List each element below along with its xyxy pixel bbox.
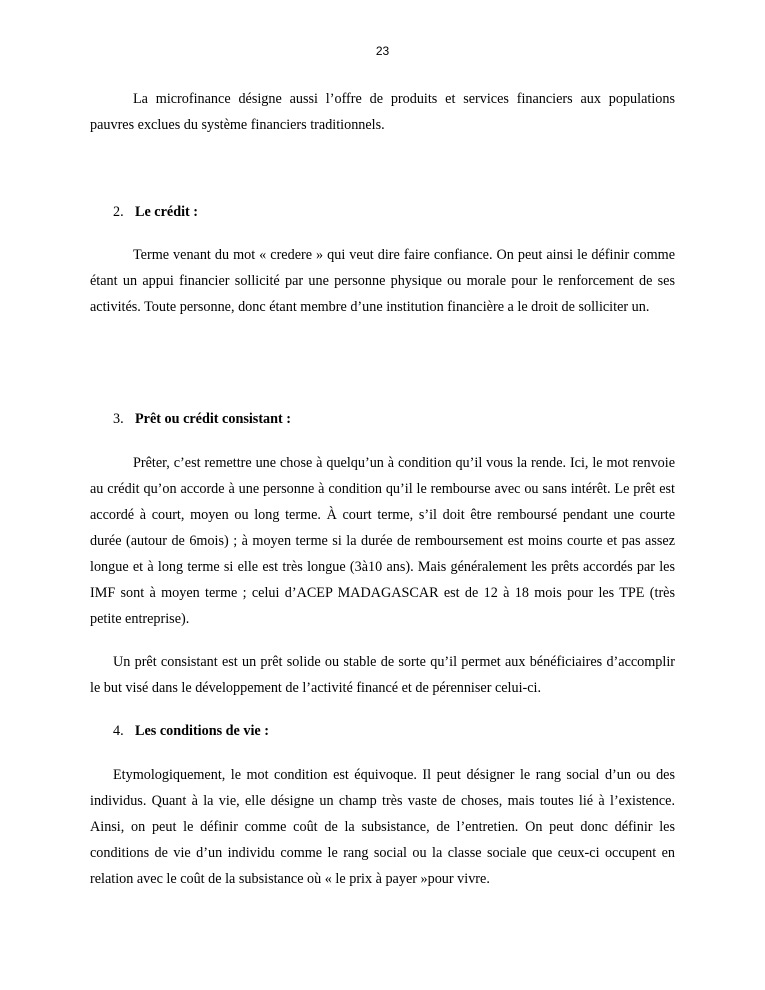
heading-pret-consistant [113,406,291,432]
heading-credit [113,199,198,225]
heading-number: 4. [113,723,124,739]
page-number: 23 [375,44,390,58]
paragraph-preter: Prêter, c’est remettre une chose à quelqu’un à condition qu’il vous la rende. Ici, le mot renvoie au crédit qu’on accorde à une personne à condition qu’il le rembourse avec ou sans intérêt. Le prêt est accordé à court, moyen ou long terme. À court terme, s’il doit être remboursé pendant une courte durée (autour de 6mois) ; à moyen terme si la durée de remboursement est moins courte et pas assez longue et à long terme si elle est très longue (3à10 ans). Mais généralement les prêts accordés par les IMF sont à moyen terme ; celui d’ACEP MADAGASCAR est de 12 à 18 mois pour les TPE (très petite entreprise). [90,455,675,627]
heading-title: Prêt ou crédit consistant : [135,411,292,427]
heading-number: 3. [113,411,124,427]
paragraph-credit: Terme venant du mot « credere » qui veut dire faire confiance. On peut ainsi le définir comme étant un appui financier sollicité par une personne physique ou morale pour le renforcement de ses activités. Toute personne, donc étant membre d’une institution financière a le droit de solliciter un. [90,247,675,315]
paragraph-microfinance: La microfinance désigne aussi l’offre de produits et services financiers aux populations pauvres exclues du système financiers traditionnels. [90,91,675,133]
heading-title: Le crédit : [135,204,199,220]
heading-title: Les conditions de vie : [135,723,269,739]
heading-number: 2. [113,204,124,220]
paragraph-pret-consistant: Un prêt consistant est un prêt solide ou stable de sorte qu’il permet aux bénéficiaires d’accomplir le but visé dans le développement de l’activité financé et de pérenniser celui-ci. [90,654,675,696]
paragraph-conditions-de-vie: Etymologiquement, le mot condition est équivoque. Il peut désigner le rang social d’un ou des individus. Quant à la vie, elle désigne un champ très vaste de choses, mais toutes lié à l’existence. Ainsi, on peut le définir comme coût de la subsistance, de l’entretien. On peut donc définir les conditions de vie d’un individu comme le rang social ou la classe sociale que ceux-ci occupent en relation avec le coût de la subsistance où « le prix à payer »pour vivre. [90,767,675,887]
heading-conditions-de-vie [113,718,269,744]
